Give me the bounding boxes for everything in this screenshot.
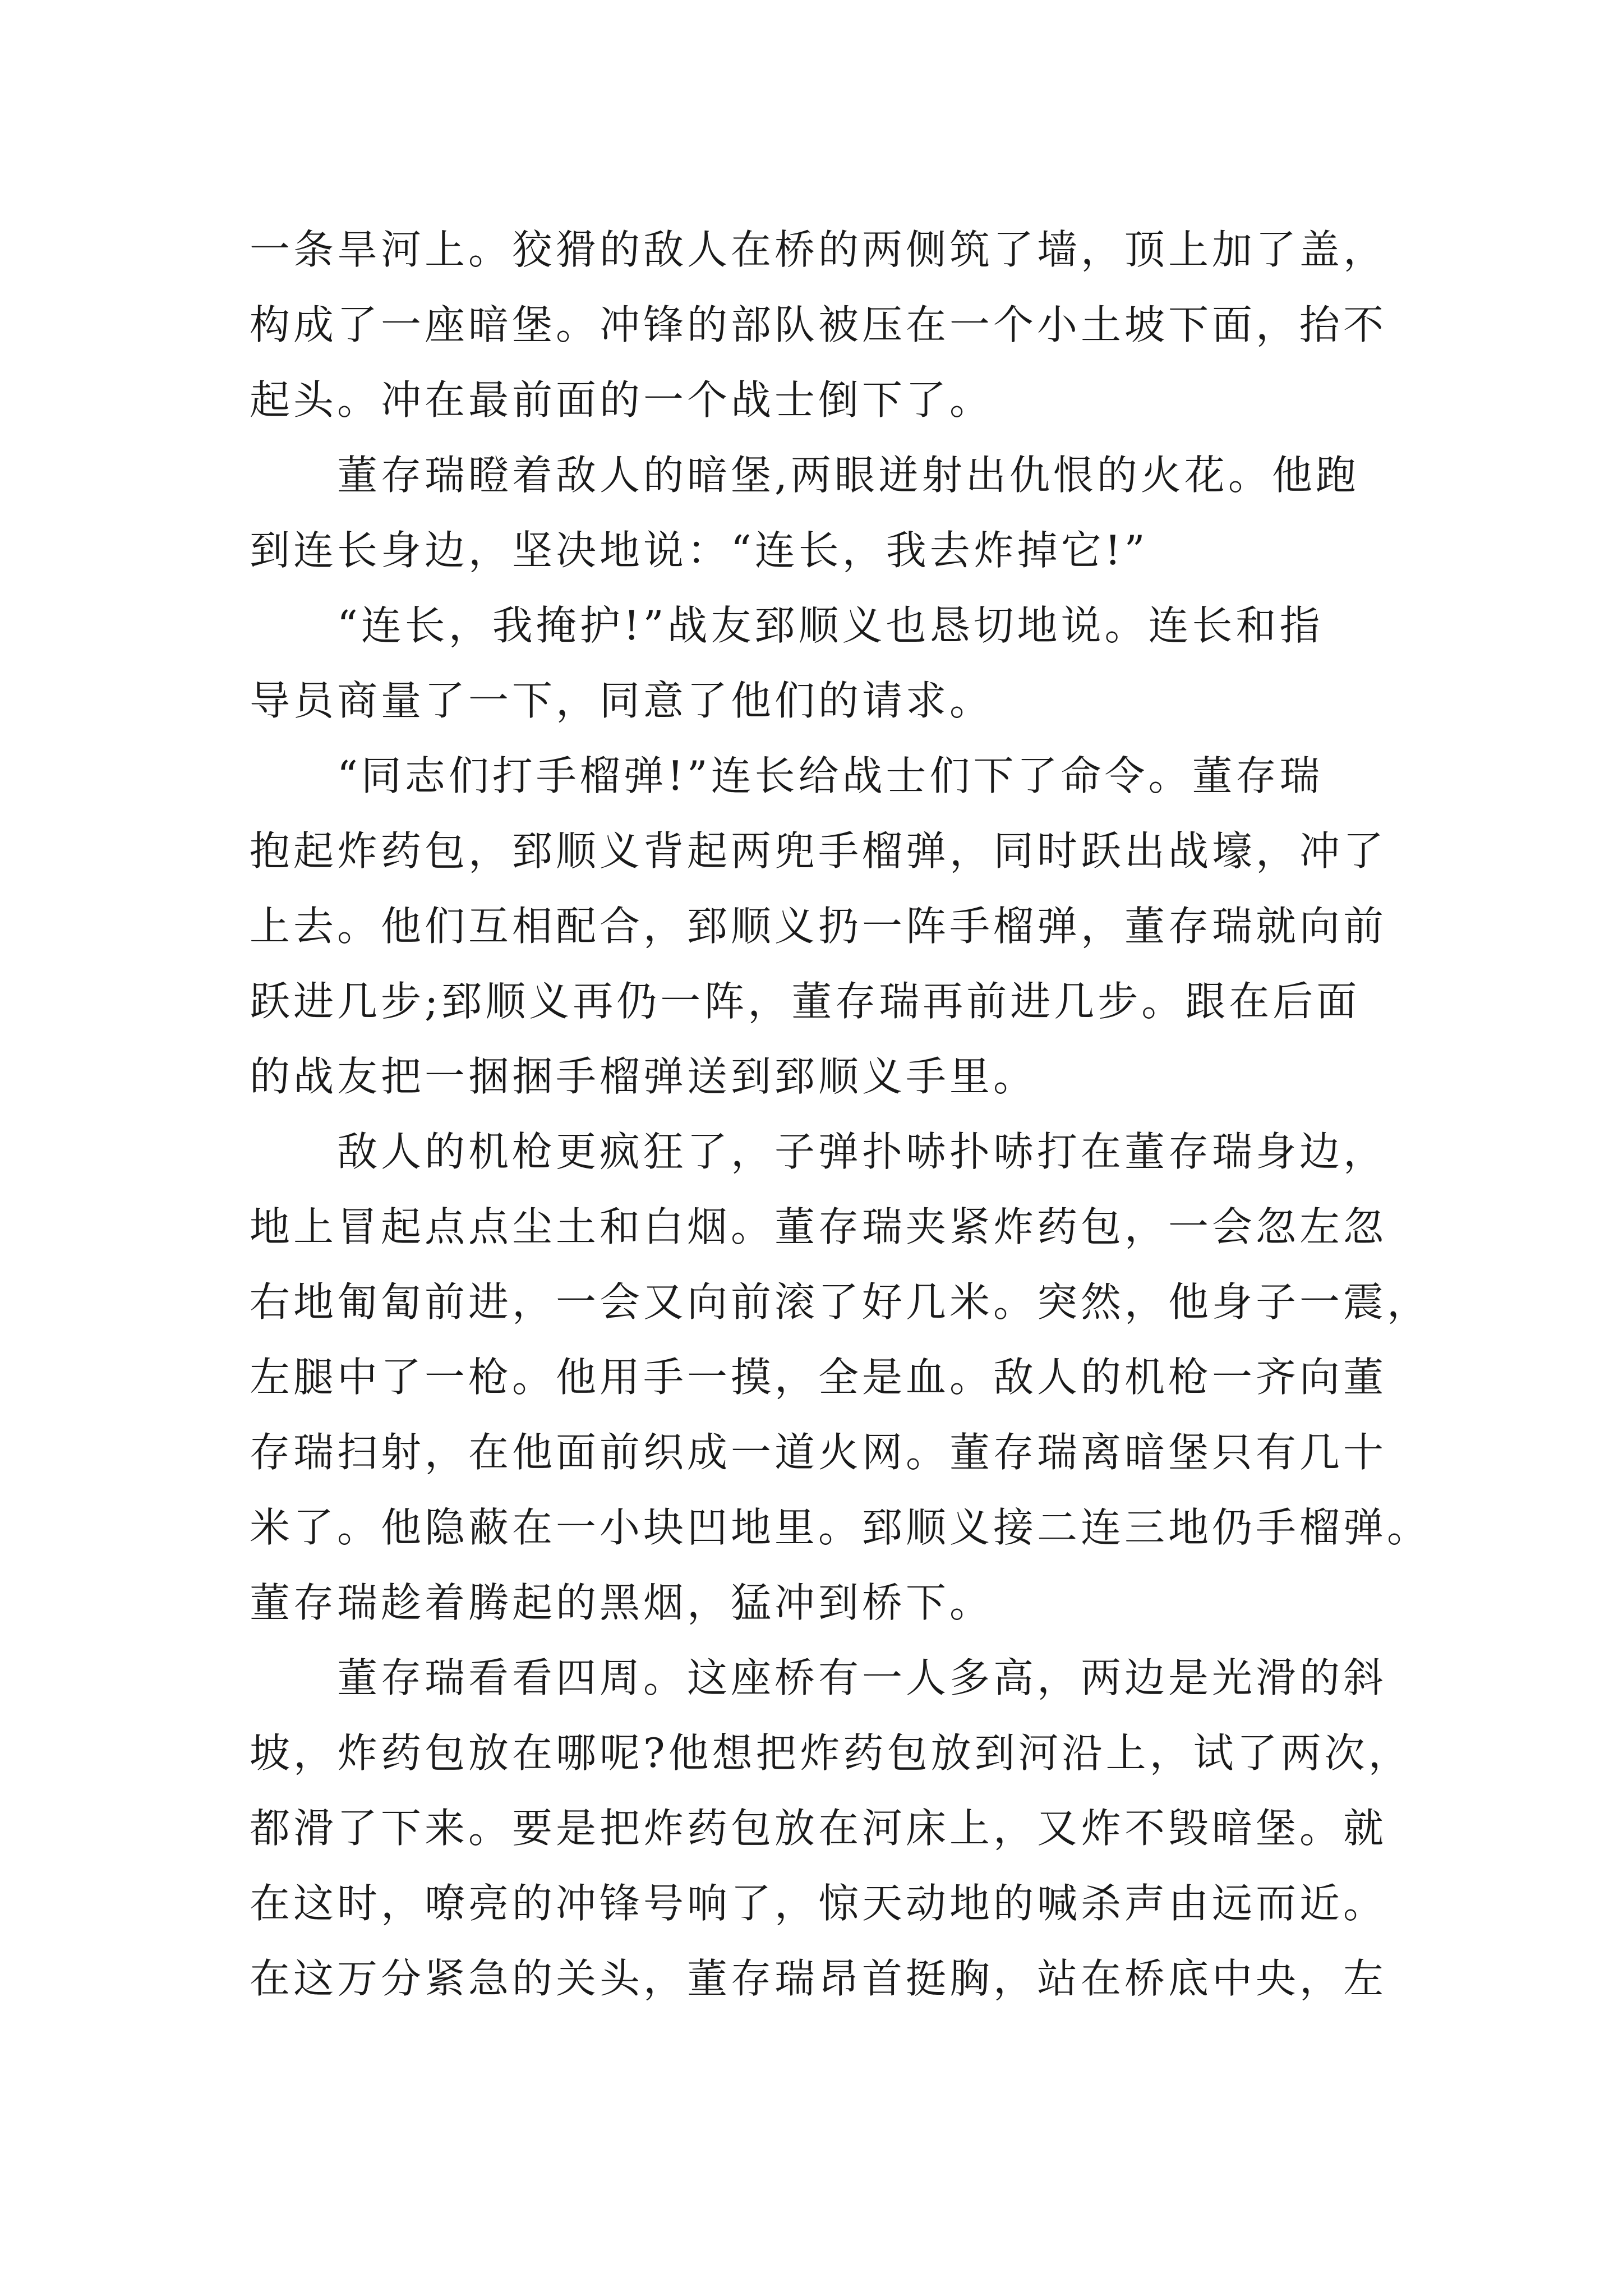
text-line: 起头。冲在最前面的一个战士倒下了。: [250, 376, 994, 424]
text-line: 都滑了下来。要是把炸药包放在河床上，又炸不毁暗堡。就: [250, 1805, 1387, 1852]
text-line: 一条旱河上。狡猾的敌人在桥的两侧筑了墙，顶上加了盖，: [250, 226, 1387, 273]
text-line: 坡，炸药包放在哪呢?他想把炸药包放到河沿上，试了两次，: [250, 1729, 1412, 1777]
text-line: 跃进几步;郅顺义再仍一阵，董存瑞再前进几步。跟在后面: [250, 978, 1361, 1025]
text-line: “连长，我掩护!”战友郅顺义也恳切地说。连长和指: [337, 602, 1324, 649]
text-line: 导员商量了一下，同意了他们的请求。: [250, 677, 994, 724]
text-line: 地上冒起点点尘土和白烟。董存瑞夹紧炸药包，一会忽左忽: [250, 1203, 1387, 1250]
text-line: 米了。他隐蔽在一小块凹地里。郅顺义接二连三地仍手榴弹。: [250, 1504, 1431, 1551]
text-line: 董存瑞趁着腾起的黑烟，猛冲到桥下。: [250, 1579, 994, 1626]
text-line: 董存瑞瞪着敌人的暗堡,两眼迸射出仇恨的火花。他跑: [337, 452, 1359, 499]
body-text: [250, 212, 1431, 2016]
text-line: “同志们打手榴弹!”连长给战士们下了命令。董存瑞: [337, 752, 1324, 799]
text-line: 的战友把一捆捆手榴弹送到郅顺义手里。: [250, 1053, 1038, 1100]
text-line: 在这时，嘹亮的冲锋号响了，惊天动地的喊杀声由远而近。: [250, 1880, 1387, 1927]
text-line: 存瑞扫射，在他面前织成一道火网。董存瑞离暗堡只有几十: [250, 1429, 1387, 1476]
text-line: 在这万分紧急的关头，董存瑞昂首挺胸，站在桥底中央，左: [250, 1955, 1387, 2002]
text-line: 到连长身边，坚决地说：“连长，我去炸掉它!”: [250, 527, 1149, 574]
text-line: 抱起炸药包，郅顺义背起两兜手榴弹，同时跃出战壕，冲了: [250, 827, 1387, 875]
text-line: 敌人的机枪更疯狂了，子弹扑哧扑哧打在董存瑞身边，: [337, 1128, 1387, 1175]
text-line: 左腿中了一枪。他用手一摸，全是血。敌人的机枪一齐向董: [250, 1354, 1387, 1401]
text-line: 右地匍匐前进，一会又向前滚了好几米。突然，他身子一震，: [250, 1278, 1431, 1326]
text-line: 董存瑞看看四周。这座桥有一人多高，两边是光滑的斜: [337, 1654, 1387, 1701]
text-line: 上去。他们互相配合，郅顺义扔一阵手榴弹，董存瑞就向前: [250, 903, 1387, 950]
text-line: 构成了一座暗堡。冲锋的部队被压在一个小土坡下面，抬不: [250, 301, 1387, 348]
